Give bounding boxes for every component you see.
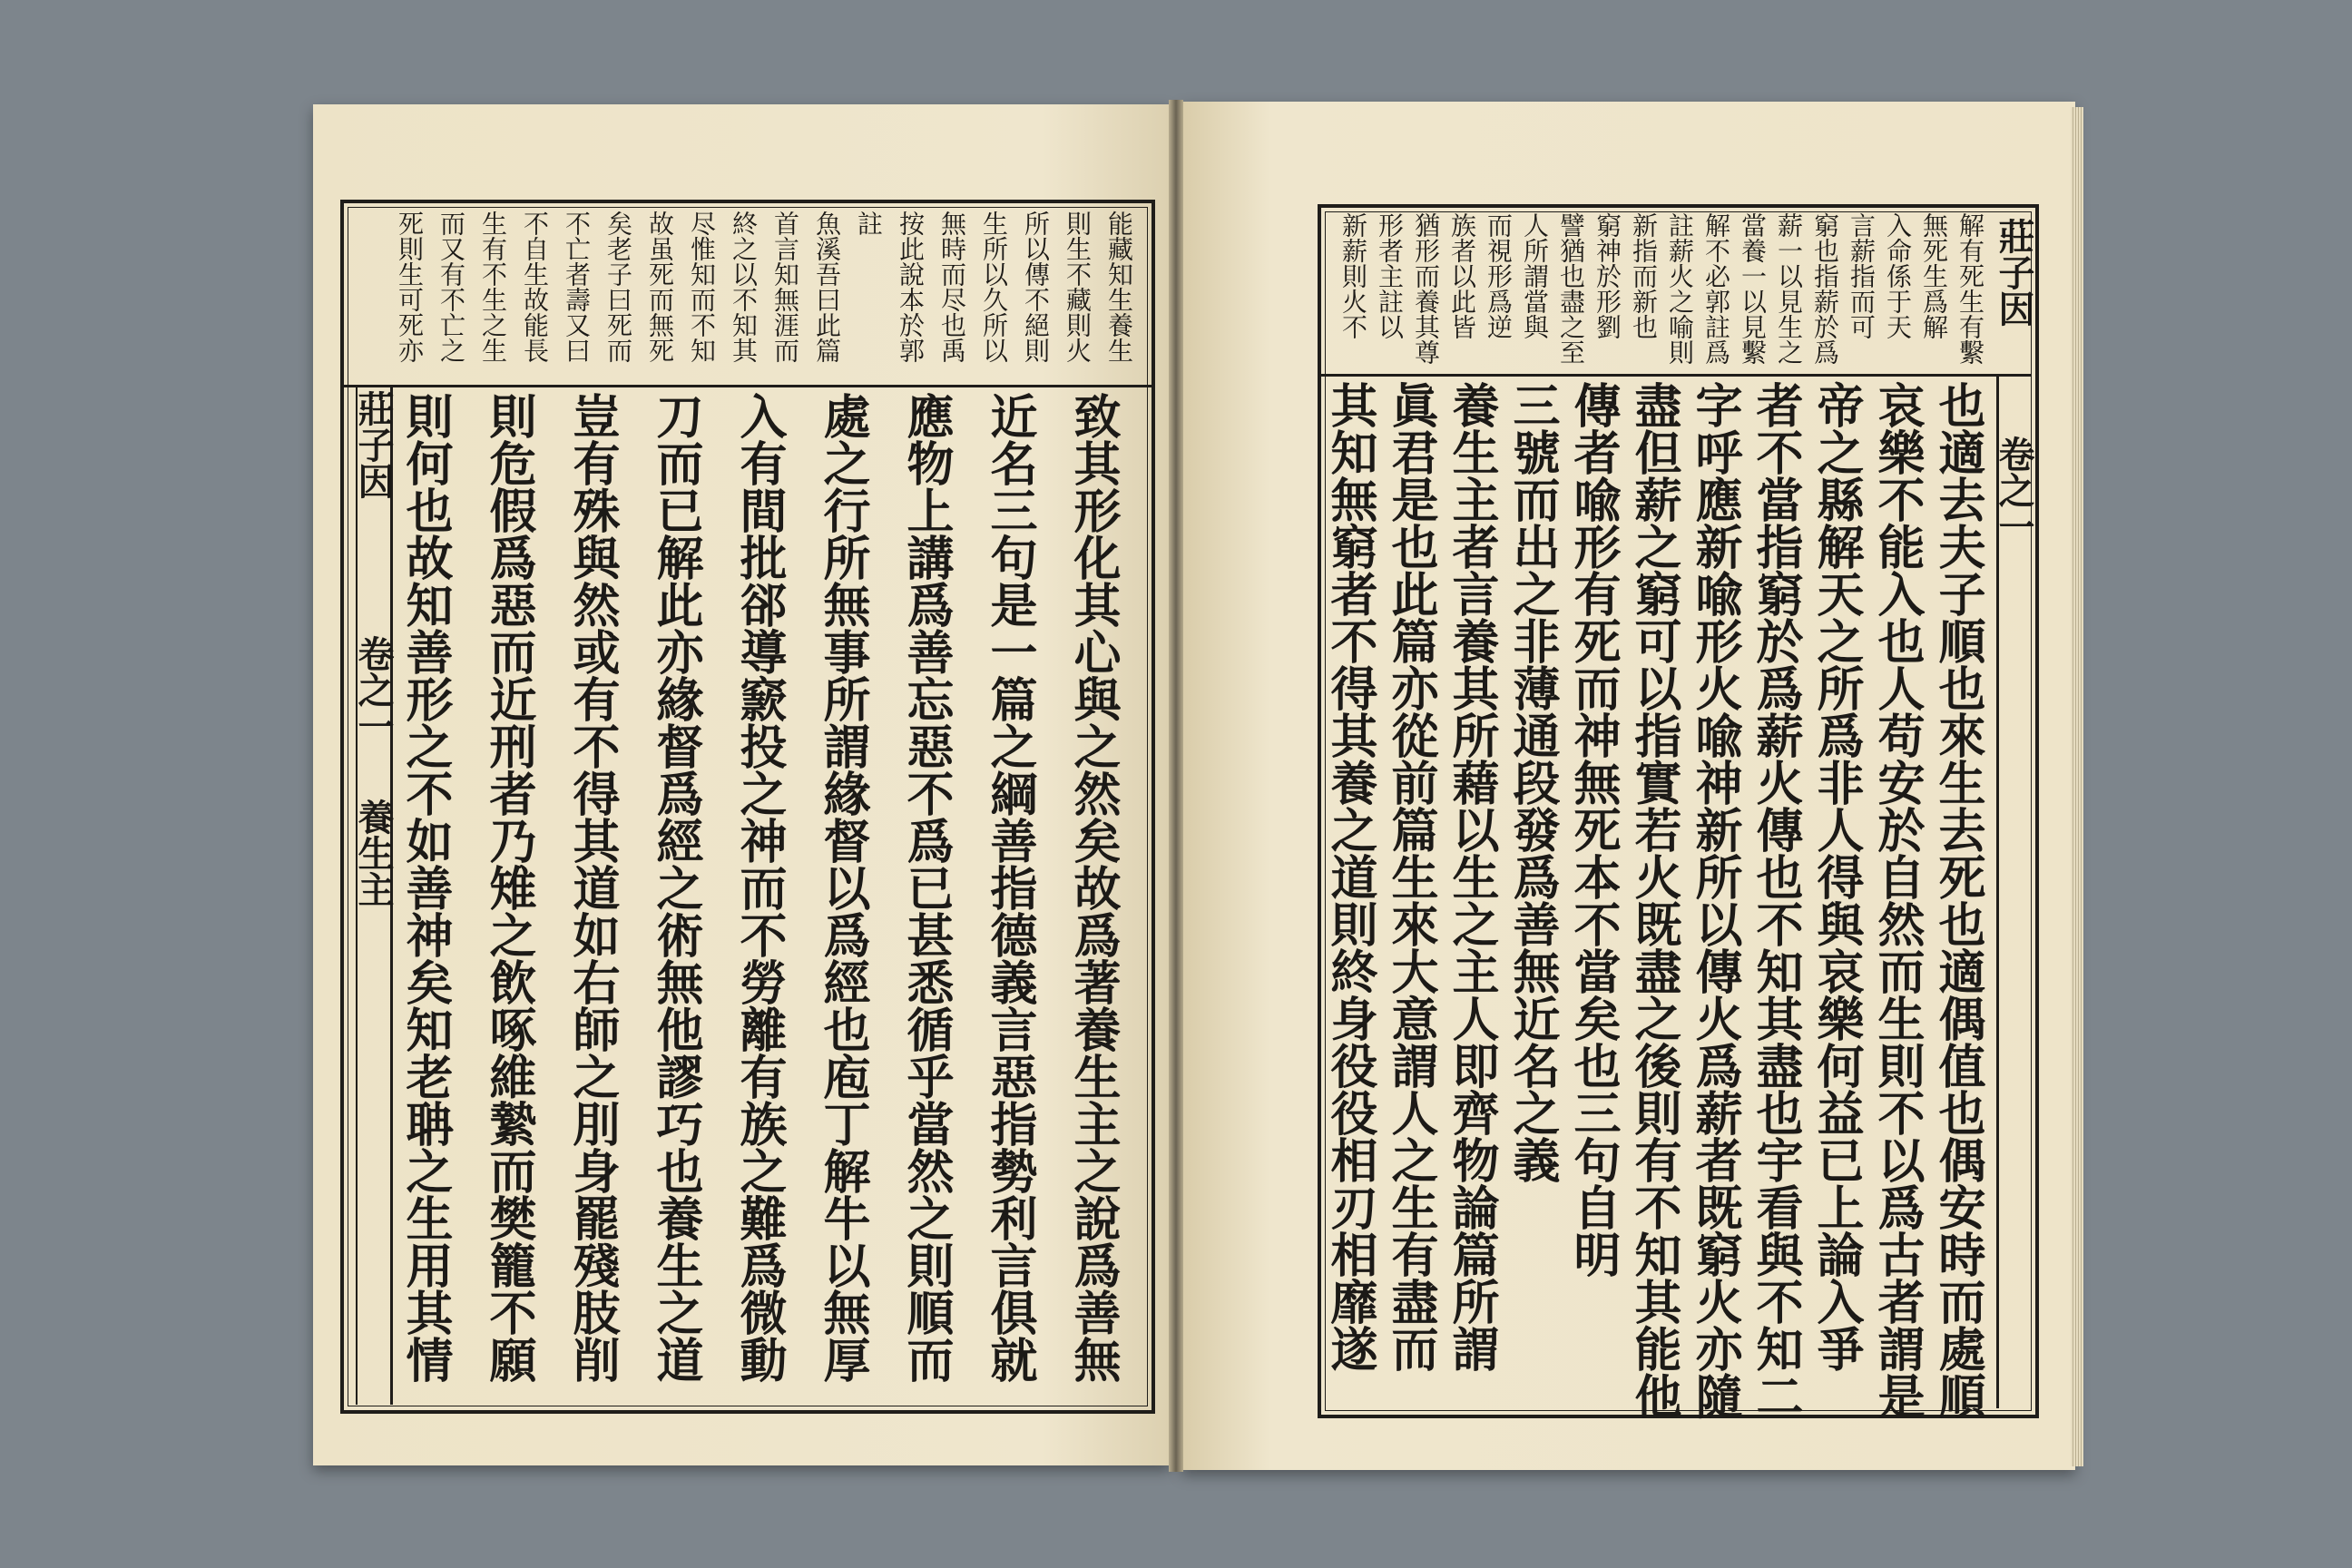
left-side-title: 莊子因 [352, 390, 395, 499]
commentary-column: 生有不生之生 [478, 211, 508, 363]
main-text-column: 哀樂不能入也人苟安於自然而生則不以爲古者謂是 [1869, 381, 1925, 1419]
main-text-column: 也適去夫子順也來生去死也適偶值也偶安時而處順 [1930, 381, 1985, 1419]
right-side-volume: 卷之一 [1993, 436, 2035, 544]
commentary-column: 無時而尽也禹 [937, 211, 967, 363]
main-text-column: 刀而已解此亦緣督爲經之術無他謬巧也養生之道 [648, 392, 703, 1383]
commentary-column: 窮神於形劉 [1592, 212, 1622, 339]
main-text-column: 字呼應新喩形火喩神新所以傳火爲薪者既窮火亦隨 [1687, 381, 1742, 1419]
commentary-column: 人所謂當與 [1520, 212, 1550, 339]
commentary-column: 生所以久所以 [979, 211, 1009, 363]
main-text-column: 處之行所無事所謂緣督以爲經也庖丁解牛以無厚 [815, 392, 870, 1383]
main-text-column: 三號而出之非薄通段發爲善無近名之義 [1504, 381, 1560, 1183]
right-side-title: 莊子因 [1993, 218, 2035, 327]
main-text-column: 近名三句是一篇之綱善指德義言惡指勢利言俱就 [982, 392, 1037, 1383]
commentary-column: 死則生可死亦 [395, 211, 425, 363]
commentary-column: 不自生故能長 [520, 211, 550, 363]
commentary-column: 矣老子曰死而 [603, 211, 633, 363]
commentary-column: 而又有不亡之 [436, 211, 466, 363]
commentary-column: 所以傳不絕則 [1021, 211, 1051, 363]
left-side-section: 養生主 [352, 799, 395, 907]
right-note-divider [1321, 374, 2032, 377]
main-text-column: 盡但薪之窮可以指實若火既盡之後則有不知其能他 [1626, 381, 1681, 1419]
commentary-column: 解有死生有繫 [1955, 212, 1985, 365]
commentary-column: 新指而新也 [1629, 212, 1659, 339]
page-edges [2071, 107, 2083, 1466]
commentary-column: 入命係于天 [1883, 212, 1913, 339]
commentary-column: 譬猶也盡之至 [1556, 212, 1586, 365]
commentary-column: 新薪則火不 [1338, 212, 1368, 339]
commentary-column: 猶形而養其尊 [1411, 212, 1441, 365]
commentary-column: 不亡者壽又曰 [562, 211, 592, 363]
commentary-column: 註薪火之喻則 [1665, 212, 1695, 365]
main-text-column: 則危假爲惡而近刑者乃雉之飲啄維縶而樊籠不願 [481, 392, 536, 1383]
commentary-column: 首言知無涯而 [770, 211, 800, 363]
commentary-column: 窮也指薪於爲 [1810, 212, 1840, 365]
commentary-column: 當養一以見繫 [1738, 212, 1768, 365]
book-gutter [1169, 100, 1183, 1472]
main-text-column: 應物上講爲善忘惡不爲已甚悉循乎當然之則順而 [898, 392, 954, 1383]
main-text-column: 其知無窮者不得其養之道則終身役役相刃相靡遂 [1322, 381, 1377, 1372]
commentary-column: 尽惟知而不知 [687, 211, 717, 363]
left-side-volume: 卷之一 [352, 635, 395, 744]
commentary-column: 形者主註以 [1375, 212, 1405, 339]
commentary-column: 終之以不知其 [729, 211, 759, 363]
commentary-column: 無死生爲解 [1919, 212, 1949, 339]
main-text-column: 養生主者言養其所藉以生之主人即齊物論篇所謂 [1444, 381, 1499, 1372]
commentary-column: 薪一以見生之 [1774, 212, 1804, 365]
commentary-column: 而視形爲逆 [1484, 212, 1514, 339]
main-text-column: 豈有殊與然或有不得其道如右師之刖身罷殘肢削 [564, 392, 620, 1383]
commentary-column: 言薪指而可 [1847, 212, 1877, 339]
main-text-column: 傳者喩形有死而神無死本不當矣也三句自明 [1565, 381, 1621, 1278]
commentary-column: 故虽死而無死 [645, 211, 675, 363]
main-text-column: 者不當指窮於爲薪火傳也不知其盡也宇看與不知二 [1748, 381, 1803, 1419]
commentary-column: 解不必郭註爲 [1701, 212, 1731, 365]
commentary-column: 註 [854, 211, 884, 236]
main-text-column: 則何也故知善形之不如善神矣知老聃之生用其情 [397, 392, 453, 1383]
left-note-divider [344, 385, 1152, 387]
main-text-column: 帝之縣解天之所爲非人得與哀樂何益已上論入爭 [1808, 381, 1864, 1372]
commentary-column: 按此說本於郭 [896, 211, 926, 363]
main-text-column: 眞君是也此篇亦從前篇生來大意謂人之生有盡而 [1383, 381, 1438, 1372]
main-text-column: 入有間批郤導窾投之神而不勞離有族之難爲微動 [731, 392, 787, 1383]
commentary-column: 能藏知生養生 [1104, 211, 1134, 363]
commentary-column: 族者以此皆 [1447, 212, 1477, 339]
commentary-column: 則生不藏則火 [1063, 211, 1093, 363]
main-text-column: 致其形化其心與之然矣故爲著養生主之說爲善無 [1065, 392, 1121, 1383]
commentary-column: 魚溪吾曰此篇 [812, 211, 842, 363]
